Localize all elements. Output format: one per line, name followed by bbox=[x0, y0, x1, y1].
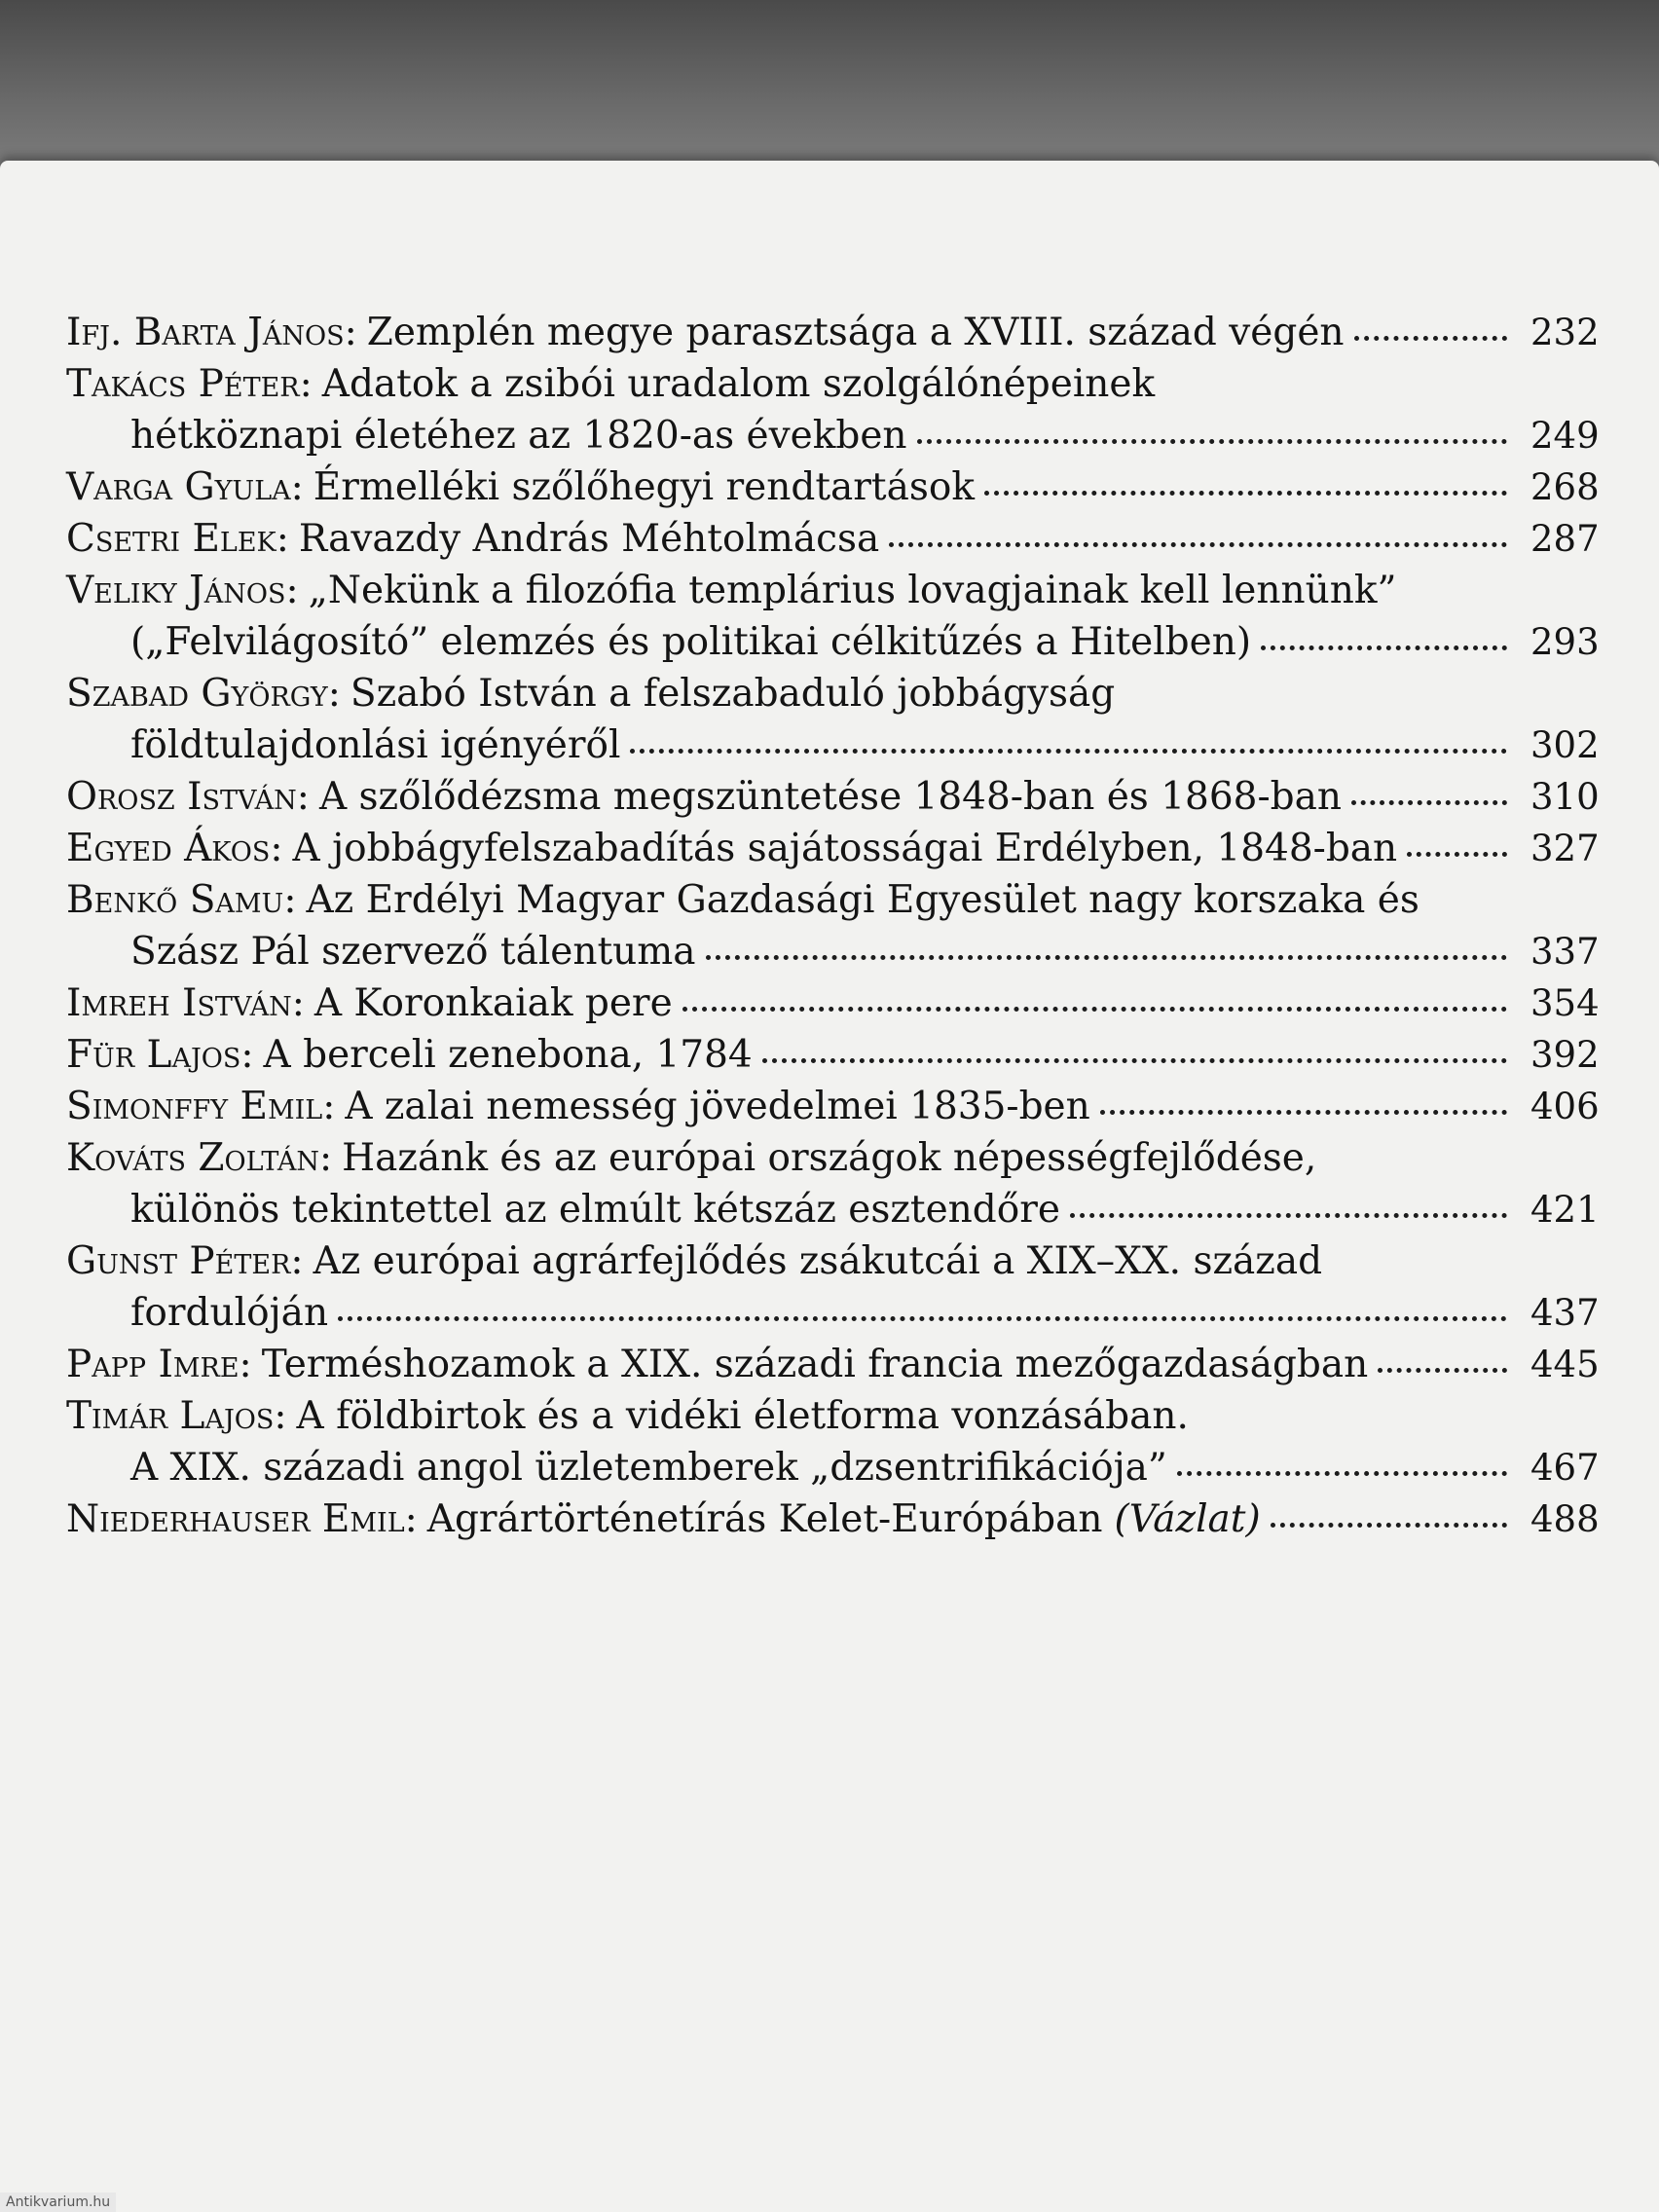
toc-entry bbox=[66, 513, 1600, 565]
toc-line bbox=[66, 513, 1600, 565]
toc-author: Veliky János: bbox=[66, 569, 299, 612]
toc-title: földtulajdonlási igényéről bbox=[130, 723, 621, 767]
toc-title: Szász Pál szervező tálentuma bbox=[130, 930, 696, 974]
toc-title: Az európai agrárfejlődés zsákutcái a XIX–XX. század bbox=[313, 1239, 1323, 1283]
toc-author: Niederhauser Emil: bbox=[66, 1497, 418, 1541]
toc-entry bbox=[66, 1029, 1600, 1081]
toc-entry bbox=[66, 874, 1600, 977]
toc-line bbox=[66, 1442, 1600, 1493]
toc-entry bbox=[66, 1390, 1600, 1493]
toc-line bbox=[66, 1081, 1600, 1132]
watermark: Antikvarium.hu bbox=[0, 2193, 116, 2212]
dot-leader bbox=[1271, 1513, 1507, 1528]
toc-author: Für Lajos: bbox=[66, 1033, 254, 1077]
page-number: 337 bbox=[1530, 931, 1600, 973]
toc-line bbox=[66, 1287, 1600, 1339]
toc-entry bbox=[66, 1339, 1600, 1390]
toc-author: Simonffy Emil: bbox=[66, 1085, 336, 1128]
page-number: 249 bbox=[1530, 415, 1600, 457]
toc-title: A jobbágyfelszabadítás sajátosságai Erdélyben, 1848-ban bbox=[292, 827, 1398, 870]
toc-line bbox=[66, 1493, 1600, 1545]
toc-entry bbox=[66, 823, 1600, 874]
toc-entry bbox=[66, 1081, 1600, 1132]
toc-line bbox=[66, 977, 1600, 1029]
toc-entry bbox=[66, 977, 1600, 1029]
dot-leader bbox=[338, 1307, 1507, 1321]
toc-author: Szabad György: bbox=[66, 672, 341, 716]
dot-leader bbox=[706, 945, 1507, 960]
toc-entry bbox=[66, 358, 1600, 461]
toc-line bbox=[66, 1029, 1600, 1081]
toc-author: Orosz István: bbox=[66, 775, 310, 819]
toc-title: „Nekünk a filozófia templárius lovagjainak kell lennünk” bbox=[308, 569, 1397, 612]
page-number: 488 bbox=[1530, 1498, 1600, 1540]
page-number: 392 bbox=[1530, 1034, 1600, 1076]
toc-title: („Felvilágosító” elemzés és politikai célkitűzés a Hitelben) bbox=[130, 620, 1252, 664]
dot-leader bbox=[630, 739, 1507, 754]
toc-author: Imreh István: bbox=[66, 981, 305, 1025]
toc-title: Érmelléki szőlőhegyi rendtartások bbox=[313, 465, 975, 509]
page-number: 302 bbox=[1530, 724, 1600, 766]
dot-leader bbox=[984, 481, 1507, 496]
toc-title: Zemplén megye parasztsága a XVIII. század végén bbox=[366, 311, 1345, 354]
toc-author: Csetri Elek: bbox=[66, 517, 289, 561]
toc-line bbox=[66, 616, 1600, 668]
toc-author: Papp Imre: bbox=[66, 1343, 252, 1386]
toc-entry bbox=[66, 1132, 1600, 1235]
toc-line bbox=[66, 1390, 1595, 1442]
page-number: 310 bbox=[1530, 776, 1600, 818]
toc-entry bbox=[66, 668, 1600, 771]
toc-author: Gunst Péter: bbox=[66, 1239, 304, 1283]
toc-line bbox=[66, 719, 1600, 771]
dot-leader bbox=[1407, 842, 1507, 857]
toc-title: hétköznapi életéhez az 1820-as években bbox=[130, 414, 907, 458]
page-number: 287 bbox=[1530, 518, 1600, 560]
toc-line bbox=[66, 823, 1600, 874]
toc-line bbox=[66, 358, 1595, 410]
dot-leader bbox=[1070, 1203, 1507, 1218]
dot-leader bbox=[889, 533, 1507, 547]
toc-title: Szabó István a felszabaduló jobbágyság bbox=[350, 672, 1116, 716]
toc-title: Az Erdélyi Magyar Gazdasági Egyesület nagy korszaka és bbox=[306, 878, 1419, 922]
page-number: 467 bbox=[1530, 1447, 1600, 1489]
toc-author: Ifj. Barta János: bbox=[66, 311, 357, 354]
toc-line bbox=[66, 461, 1600, 513]
toc-title-note: (Vázlat) bbox=[1114, 1497, 1261, 1541]
toc-author: Takács Péter: bbox=[66, 362, 313, 406]
toc-line bbox=[66, 926, 1600, 977]
dot-leader bbox=[762, 1049, 1507, 1063]
dot-leader bbox=[1261, 636, 1507, 650]
toc-author: Benkő Samu: bbox=[66, 878, 297, 922]
toc-line bbox=[66, 1184, 1600, 1235]
toc-title: A zalai nemesség jövedelmei 1835-ben bbox=[345, 1085, 1090, 1128]
dot-leader bbox=[1177, 1461, 1507, 1476]
toc-entry bbox=[66, 1493, 1600, 1545]
page-number: 268 bbox=[1530, 466, 1600, 508]
toc-title: Terméshozamok a XIX. századi francia mezőgazdaságban bbox=[261, 1343, 1369, 1386]
toc-entry bbox=[66, 565, 1600, 668]
toc-line bbox=[66, 668, 1595, 719]
toc-entry bbox=[66, 1235, 1600, 1339]
page-number: 437 bbox=[1530, 1292, 1600, 1334]
toc-author: Varga Gyula: bbox=[66, 465, 304, 509]
toc-line bbox=[66, 874, 1595, 926]
dot-leader bbox=[1100, 1100, 1507, 1115]
toc-line bbox=[66, 1132, 1595, 1184]
toc-line bbox=[66, 771, 1600, 823]
toc-title: különös tekintettel az elmúlt kétszáz esztendőre bbox=[130, 1188, 1060, 1232]
toc-line bbox=[66, 410, 1600, 461]
toc-title: A szőlődézsma megszüntetése 1848-ban és 1868-ban bbox=[318, 775, 1342, 819]
toc-title: Ravazdy András Méhtolmácsa bbox=[298, 517, 880, 561]
dot-leader bbox=[1378, 1358, 1507, 1373]
dot-leader bbox=[1354, 326, 1507, 341]
page-number: 354 bbox=[1530, 982, 1600, 1024]
toc-author: Egyed Ákos: bbox=[66, 827, 283, 870]
table-of-contents bbox=[66, 307, 1600, 1545]
toc-author: Kováts Zoltán: bbox=[66, 1136, 333, 1180]
page-number: 232 bbox=[1530, 312, 1600, 353]
toc-title: Adatok a zsibói uradalom szolgálónépeinek bbox=[321, 362, 1156, 406]
page-number: 445 bbox=[1530, 1344, 1600, 1385]
toc-title: A XIX. századi angol üzletemberek „dzsentrifikációja” bbox=[130, 1446, 1167, 1490]
toc-title: fordulóján bbox=[130, 1291, 329, 1335]
toc-line bbox=[66, 565, 1595, 616]
background-surface bbox=[0, 0, 1659, 170]
toc-title: Agrártörténetírás Kelet-Európában bbox=[426, 1497, 1103, 1541]
dot-leader bbox=[917, 429, 1507, 444]
toc-author: Timár Lajos: bbox=[66, 1394, 287, 1438]
book-page bbox=[0, 161, 1659, 2212]
page-number: 327 bbox=[1530, 828, 1600, 869]
toc-title: A földbirtok és a vidéki életforma vonzásában. bbox=[296, 1394, 1189, 1438]
page-number: 421 bbox=[1530, 1189, 1600, 1231]
toc-line bbox=[66, 307, 1600, 358]
page-number: 293 bbox=[1530, 621, 1600, 663]
toc-title: A berceli zenebona, 1784 bbox=[263, 1033, 753, 1077]
toc-entry bbox=[66, 307, 1600, 358]
toc-line bbox=[66, 1235, 1595, 1287]
dot-leader bbox=[1351, 791, 1507, 805]
toc-title: Hazánk és az európai országok népességfejlődése, bbox=[342, 1136, 1317, 1180]
toc-entry bbox=[66, 461, 1600, 513]
toc-title: A Koronkaiak pere bbox=[313, 981, 673, 1025]
dot-leader bbox=[682, 997, 1507, 1012]
page-number: 406 bbox=[1530, 1086, 1600, 1127]
toc-entry bbox=[66, 771, 1600, 823]
toc-line bbox=[66, 1339, 1600, 1390]
